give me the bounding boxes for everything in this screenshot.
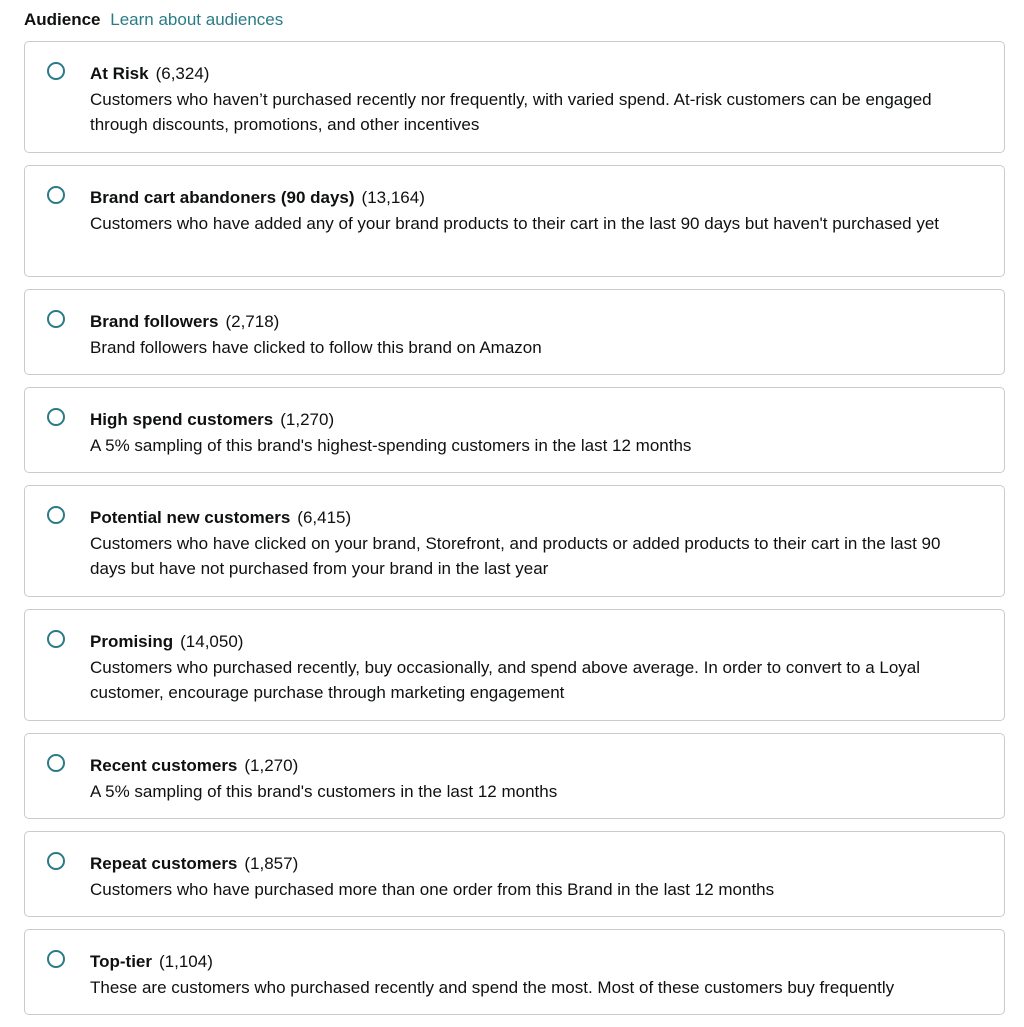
audience-description: Customers who have purchased more than one order from this Brand in the last 12 months (90, 879, 775, 899)
audience-name: At Risk (90, 64, 149, 83)
audience-description: Customers who have clicked on your brand, Storefront, and products or added products to their cart in the last 90 days but have not purchased from your brand in the last year (90, 533, 941, 578)
audience-option-content (90, 949, 980, 1000)
audience-option-content (90, 629, 980, 706)
audience-description: Customers who haven’t purchased recently nor frequently, with varied spend. At-risk customers can be engaged through discounts, promotions, and other incentives (90, 89, 932, 134)
audience-count: (6,415) (297, 508, 352, 527)
audience-option-potential-new-customers[interactable] (24, 485, 1005, 597)
audience-count: (1,857) (244, 854, 299, 873)
audience-option-content (90, 407, 980, 458)
radio-button[interactable] (47, 310, 65, 328)
radio-button[interactable] (47, 950, 65, 968)
audience-title: Audience (24, 10, 101, 29)
radio-button[interactable] (47, 754, 65, 772)
audience-count: (1,104) (159, 952, 213, 971)
radio-button[interactable] (47, 852, 65, 870)
audience-option-top-tier[interactable] (24, 929, 1005, 1015)
audience-description: A 5% sampling of this brand's highest-spending customers in the last 12 months (90, 435, 692, 455)
audience-name: Brand followers (90, 312, 219, 331)
radio-button[interactable] (47, 408, 65, 426)
audience-list (24, 41, 1005, 1027)
audience-description: Customers who have added any of your brand products to their cart in the last 90 days but haven't purchased yet (90, 213, 940, 233)
audience-option-content (90, 309, 980, 360)
audience-description: A 5% sampling of this brand's customers in the last 12 months (90, 781, 558, 801)
radio-button[interactable] (47, 630, 65, 648)
audience-name: High spend customers (90, 410, 274, 429)
audience-option-repeat-customers[interactable] (24, 831, 1005, 917)
audience-count: (1,270) (244, 756, 299, 775)
audience-count: (1,270) (280, 410, 335, 429)
audience-name: Repeat customers (90, 854, 238, 873)
radio-button[interactable] (47, 186, 65, 204)
audience-name: Potential new customers (90, 508, 291, 527)
audience-description: These are customers who purchased recently and spend the most. Most of these customers buy frequently (90, 977, 895, 997)
audience-count: (14,050) (180, 632, 244, 651)
audience-option-high-spend-customers[interactable] (24, 387, 1005, 473)
audience-name: Promising (90, 632, 174, 651)
audience-option-content (90, 185, 980, 236)
audience-name: Brand cart abandoners (90 days) (90, 188, 355, 207)
audience-option-at-risk[interactable] (24, 41, 1005, 153)
audience-name: Top-tier (90, 952, 153, 971)
audience-option-content (90, 851, 980, 902)
audience-option-brand-followers[interactable] (24, 289, 1005, 375)
audience-count: (6,324) (155, 64, 210, 83)
audience-count: (13,164) (361, 188, 425, 207)
audience-description: Brand followers have clicked to follow this brand on Amazon (90, 337, 542, 357)
learn-about-audiences-link[interactable]: Learn about audiences (110, 10, 284, 29)
audience-option-promising[interactable] (24, 609, 1005, 721)
radio-button[interactable] (47, 506, 65, 524)
audience-option-content (90, 61, 980, 138)
audience-description: Customers who purchased recently, buy occasionally, and spend above average. In order to convert to a Loyal customer, encourage purchase through marketing engagement (90, 657, 921, 702)
audience-option-content (90, 505, 980, 582)
audience-option-content (90, 753, 980, 804)
radio-button[interactable] (47, 62, 65, 80)
audience-option-brand-cart-abandoners[interactable] (24, 165, 1005, 277)
audience-header (24, 9, 283, 31)
audience-option-recent-customers[interactable] (24, 733, 1005, 819)
audience-name: Recent customers (90, 756, 238, 775)
audience-count: (2,718) (225, 312, 280, 331)
